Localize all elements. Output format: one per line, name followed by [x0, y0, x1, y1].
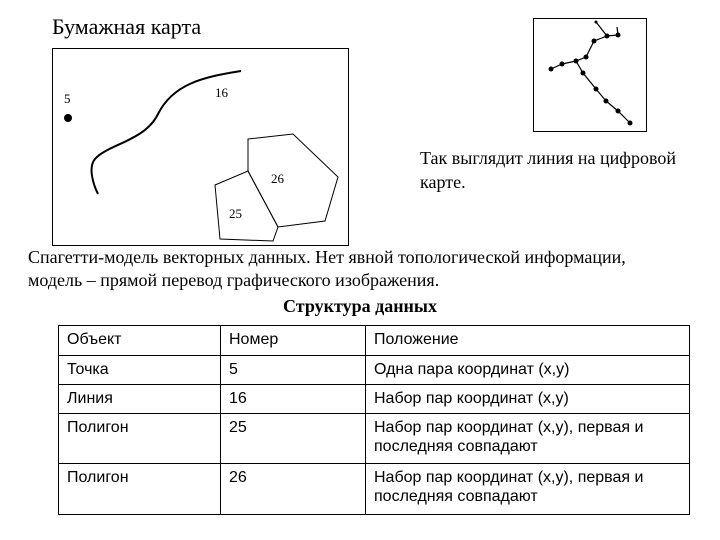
cell-number: 16: [221, 385, 366, 414]
table-row: [59, 385, 690, 414]
line-16-label: 16: [215, 85, 228, 100]
digital-map: [533, 18, 647, 132]
polygon-25-label: 25: [229, 206, 242, 221]
paper-map-drawing: [53, 49, 350, 247]
cell-position: Набор пар координат (x,y), первая и последняя совпадают: [366, 464, 690, 515]
cell-position: Набор пар координат (x,y): [366, 385, 690, 414]
data-structure-table: [58, 325, 690, 515]
header-position: Положение: [366, 326, 690, 356]
point-5: [64, 114, 72, 122]
cell-object: Полигон: [59, 414, 221, 464]
point-5-label: 5: [64, 91, 71, 106]
table-row: [59, 356, 690, 385]
polygon-25: [215, 171, 278, 241]
page-title: Бумажная карта: [52, 14, 202, 39]
table-row: [59, 464, 690, 515]
cell-position: Набор пар координат (x,y), первая и последняя совпадают: [366, 414, 690, 464]
description-line-2: модель – прямой перевод графического изображения.: [28, 270, 440, 290]
digital-line-drawing: [534, 19, 648, 133]
structure-title: Структура данных: [283, 296, 437, 316]
digital-caption: Так выглядит линия на цифровой карте.: [420, 148, 676, 192]
table-row: [59, 414, 690, 464]
cell-object: Линия: [59, 385, 221, 414]
header-object: Объект: [59, 326, 221, 356]
description: [28, 246, 718, 292]
cell-object: Полигон: [59, 464, 221, 515]
cell-number: 26: [221, 464, 366, 515]
polygon-26-label: 26: [271, 171, 284, 186]
cell-number: 5: [221, 356, 366, 385]
header-number: Номер: [221, 326, 366, 356]
cell-object: Точка: [59, 356, 221, 385]
paper-map: [52, 48, 349, 246]
cell-number: 25: [221, 414, 366, 464]
polygon-26: [248, 134, 338, 227]
table-header-row: [59, 326, 690, 356]
description-line-1: Спагетти-модель векторных данных. Нет явной топологической информации,: [28, 247, 626, 267]
cell-position: Одна пара координат (x,y): [366, 356, 690, 385]
digital-vertices: [549, 21, 633, 126]
